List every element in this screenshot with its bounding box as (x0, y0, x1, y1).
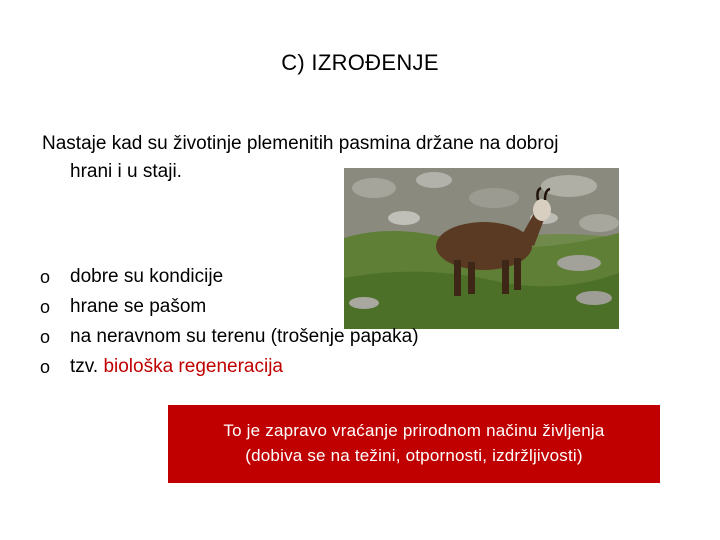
list-item (40, 262, 419, 292)
bullet-text (70, 352, 283, 382)
bullet-marker: o (40, 267, 51, 287)
list-item (40, 292, 419, 322)
bullet-marker: o (40, 357, 51, 377)
bullet-text: dobre su kondicije (70, 266, 224, 287)
bullet-marker: o (40, 297, 51, 317)
intro-line-2: hrani i u staji. (70, 161, 182, 182)
bullet-marker: o (40, 327, 51, 347)
bullet-list (40, 262, 419, 382)
bullet-text: hrane se pašom (70, 296, 207, 317)
callout-box (168, 405, 660, 483)
bullet-text: na neravnom su terenu (trošenje papaka) (70, 326, 419, 347)
callout-line-1: To je zapravo vraćanje prirodnom načinu življenja (223, 421, 605, 440)
slide-title: C) IZROĐENJE (281, 50, 439, 75)
list-item (40, 352, 419, 382)
callout-line-2: (dobiva se na težini, otpornosti, izdržljivosti) (245, 446, 583, 465)
list-item (40, 322, 419, 352)
bullet-prefix: tzv. (70, 356, 104, 377)
intro-line-1: Nastaje kad su životinje plemenitih pasmina držane na dobroj (42, 133, 559, 154)
highlighted-term: biološka regeneracija (103, 356, 283, 377)
